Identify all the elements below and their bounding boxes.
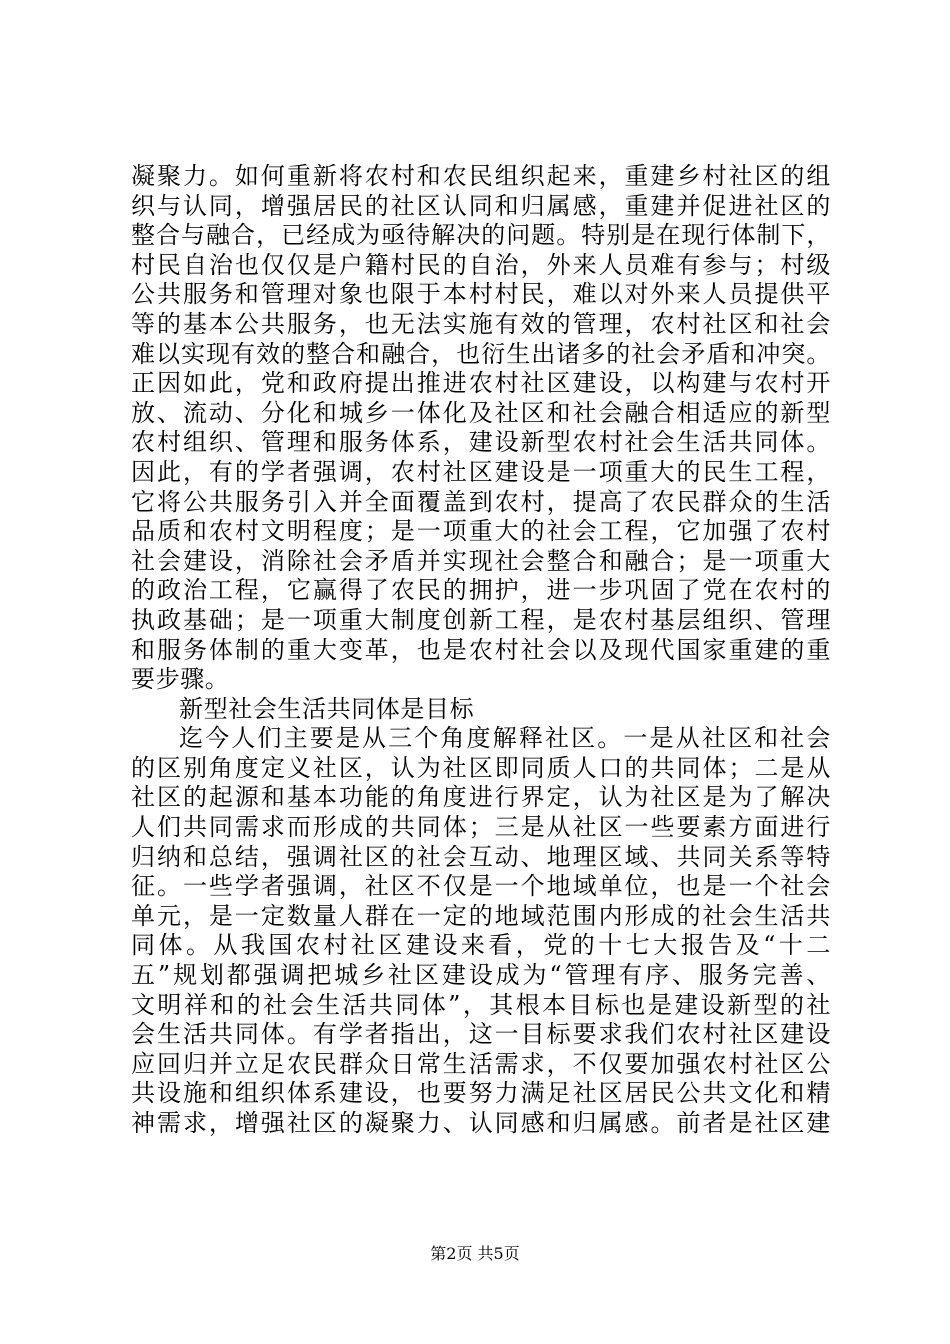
text-line: 要步骤。 bbox=[131, 665, 230, 694]
text-line: 神需求，增强社区的凝聚力、认同感和归属感。前者是社区建 bbox=[131, 1109, 831, 1137]
text-line: 整合与融合，已经成为亟待解决的问题。特别是在现行体制下， bbox=[131, 221, 831, 250]
text-line: 的区别角度定义社区，认为社区即同质人口的共同体；二是从 bbox=[131, 753, 831, 782]
text-line: 单元，是一定数量人群在一定的地域范围内形成的社会生活共 bbox=[131, 901, 831, 930]
text-line: 文明祥和的社会生活共同体”，其根本目标也是建设新型的社 bbox=[131, 990, 831, 1019]
text-line: 的政治工程，它赢得了农民的拥护，进一步巩固了党在农村的 bbox=[131, 576, 831, 605]
text-line: 公共服务和管理对象也限于本村村民，难以对外来人员提供平 bbox=[131, 280, 831, 309]
text-line: 品质和农村文明程度；是一项重大的社会工程，它加强了农村 bbox=[131, 517, 831, 546]
section-heading: 新型社会生活共同体是目标 bbox=[179, 694, 475, 723]
body-text bbox=[131, 162, 831, 1139]
text-line: 因此，有的学者强调，农村社区建设是一项重大的民生工程， bbox=[131, 457, 831, 486]
text-line: 它将公共服务引入并全面覆盖到农村，提高了农民群众的生活 bbox=[131, 487, 831, 516]
text-line: 会生活共同体。有学者指出，这一目标要求我们农村社区建设 bbox=[131, 1020, 831, 1049]
text-line: 农村组织、管理和服务体系，建设新型农村社会生活共同体。 bbox=[131, 428, 831, 457]
text-line: 凝聚力。如何重新将农村和农民组织起来，重建乡村社区的组 bbox=[131, 162, 831, 190]
text-line: 同体。从我国农村社区建设来看，党的十七大报告及“十二 bbox=[131, 931, 831, 960]
text-line: 难以实现有效的整合和融合，也衍生出诸多的社会矛盾和冲突。 bbox=[131, 339, 831, 368]
text-line: 正因如此，党和政府提出推进农村社区建设，以构建与农村开 bbox=[131, 369, 831, 398]
text-line: 共设施和组织体系建设，也要努力满足社区居民公共文化和精 bbox=[131, 1079, 831, 1108]
text-line: 村民自治也仅仅是户籍村民的自治，外来人员难有参与；村级 bbox=[131, 250, 831, 279]
text-line: 等的基本公共服务，也无法实施有效的管理，农村社区和社会 bbox=[131, 309, 831, 338]
text-line: 征。一些学者强调，社区不仅是一个地域单位，也是一个社会 bbox=[131, 872, 831, 901]
page-footer: 第2页 共5页 bbox=[430, 1244, 520, 1263]
text-line: 社区的起源和基本功能的角度进行界定，认为社区是为了解决 bbox=[131, 783, 831, 812]
text-line: 人们共同需求而形成的共同体；三是从社区一些要素方面进行 bbox=[131, 813, 831, 842]
text-line: 执政基础；是一项重大制度创新工程，是农村基层组织、管理 bbox=[131, 605, 831, 634]
text-line: 五”规划都强调把城乡社区建设成为“管理有序、服务完善、 bbox=[131, 961, 831, 990]
text-line: 织与认同，增强居民的社区认同和归属感，重建并促进社区的 bbox=[131, 191, 831, 220]
text-line: 应回归并立足农民群众日常生活需求，不仅要加强农村社区公 bbox=[131, 1049, 831, 1078]
text-line: 社会建设，消除社会矛盾并实现社会整合和融合；是一项重大 bbox=[131, 546, 831, 575]
text-line: 和服务体制的重大变革，也是农村社会以及现代国家重建的重 bbox=[131, 635, 831, 664]
text-line: 放、流动、分化和城乡一体化及社区和社会融合相适应的新型 bbox=[131, 398, 831, 427]
text-line: 迄今人们主要是从三个角度解释社区。一是从社区和社会 bbox=[179, 724, 831, 753]
text-line: 归纳和总结，强调社区的社会互动、地理区域、共同关系等特 bbox=[131, 842, 831, 871]
